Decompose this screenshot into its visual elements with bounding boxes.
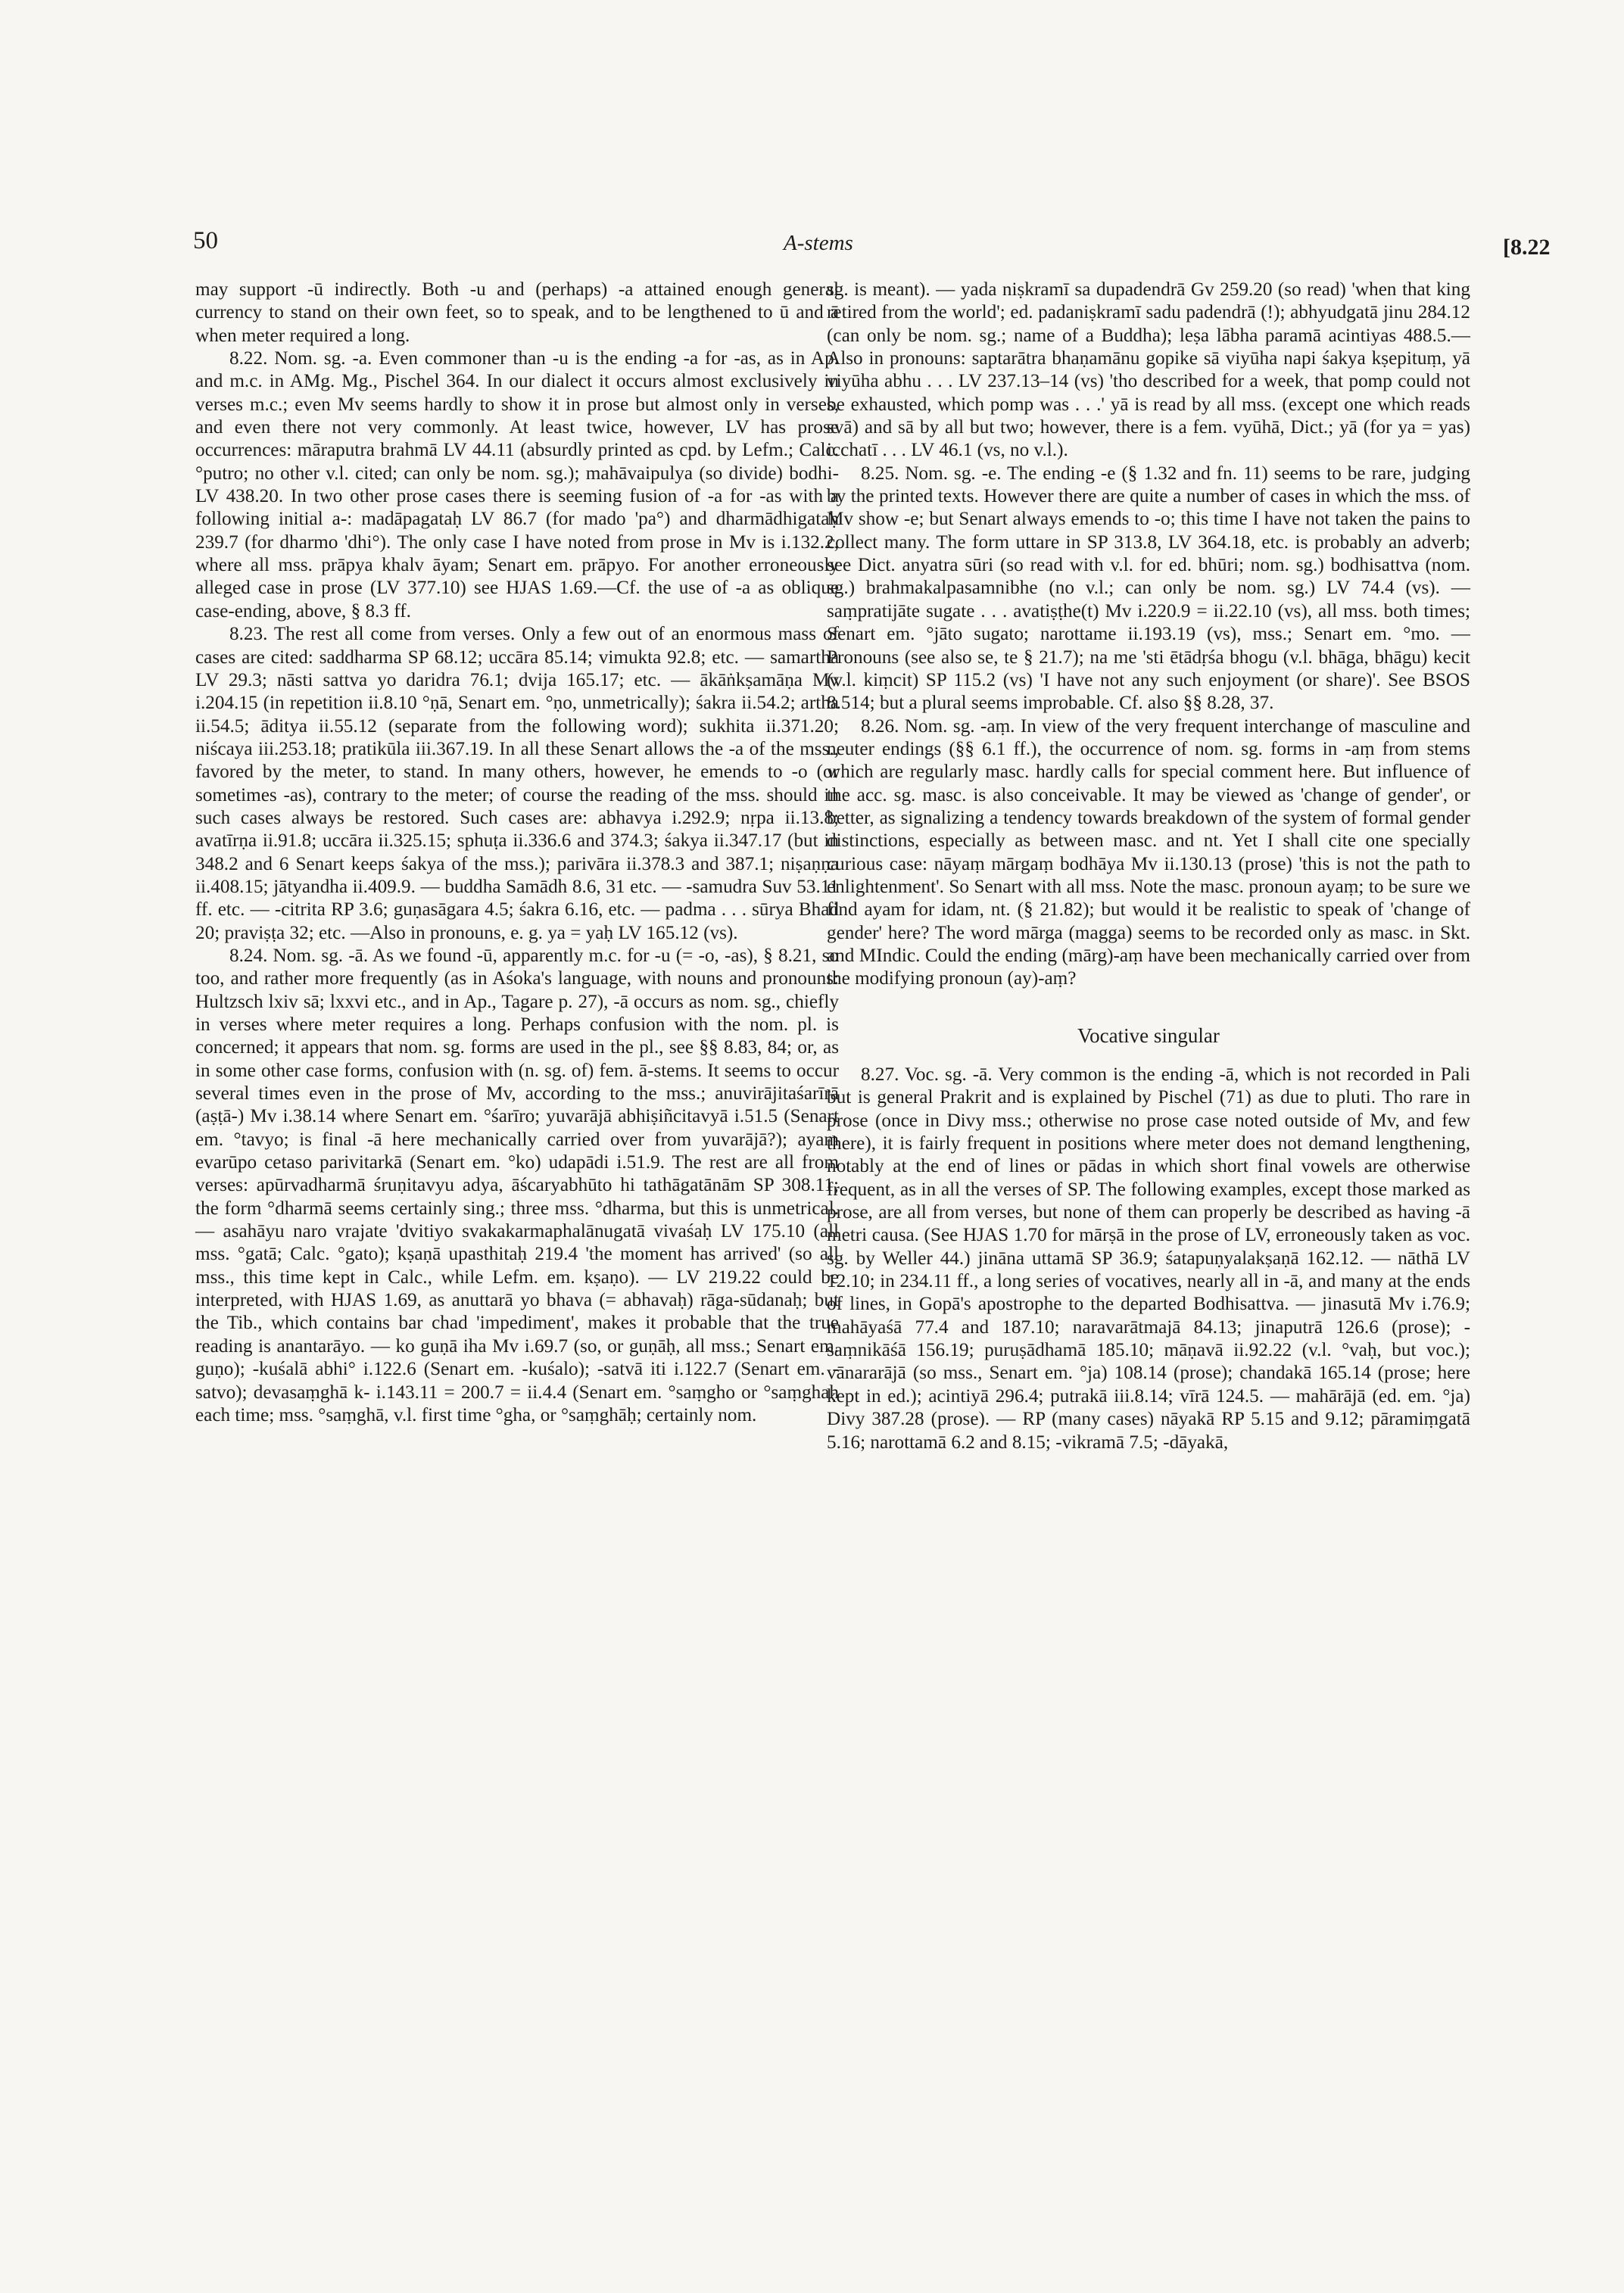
right-column [827, 279, 1470, 1454]
paragraph-8-24-continued: sg. is meant). — yada niṣkramī sa dupadendrā Gv 259.20 (so read) 'when that king retired from the world'; ed. padaniṣkramī sadu padendrā (!); abhyudgatā jinu 284.12 (can only be nom. sg.; name of a Buddha); leṣa lābha paramā acintiyas 488.5.—Also in pronouns: saptarātra bhaṇamānu gopike sā viyūha napi śakya kṣepituṃ, yā viyūha abhu . . . LV 237.13–14 (vs) 'tho described for a week, that pomp could not be exhausted, which pomp was . . .' yā is read by all mss. (except one which reads svā) and sā by all but two; however, there is a fem. vyūhā, Dict.; yā (for ya = yas) icchatī . . . LV 46.1 (vs, no v.l.). [827, 279, 1470, 461]
running-title: A-stems [784, 231, 853, 255]
page-number: 50 [193, 227, 218, 254]
section-reference: [8.22 [1503, 235, 1551, 260]
paragraph-8-25: 8.25. Nom. sg. -e. The ending -e (§ 1.32 and fn. 11) seems to be rare, judging by the printed texts. However there are quite a number of cases in which the mss. of Mv show -e; but Senart always emends to -o; this time I have not taken the pains to collect many. The form uttare in SP 313.8, LV 364.18, etc. is probably an adverb; see Dict. anyatra sūri (so read with v.l. for ed. bhūri; nom. sg.) bodhisattva (nom. sg.) brahmakalpasamnibhe (no v.l.; can only be nom. sg.) LV 74.4 (vs). — saṃpratijāte sugate . . . avatiṣṭhe(t) Mv i.220.9 = ii.22.10 (vs), all mss. both times; Senart em. °jāto sugato; narottame ii.193.19 (vs), mss.; Senart em. °mo. — Pronouns (see also se, te § 21.7); na me 'sti ētādṛśa bhogu (v.l. bhāga, bhāgu) kecit (v.l. kiṃcit) SP 115.2 (vs) 'I have not any such enjoyment (or share)'. See BSOS 8.514; but a plural seems improbable. Cf. also §§ 8.28, 37. [827, 463, 1470, 714]
paragraph-8-27: 8.27. Voc. sg. -ā. Very common is the ending -ā, which is not recorded in Pali but is general Prakrit and is explained by Pischel (71) as due to pluti. Tho rare in prose (once in Divy mss.; otherwise no prose case noted outside of Mv, and few there), it is fairly frequent in positions where meter does not demand lengthening, notably at the end of lines or pādas in which short final vowels are otherwise frequent, as in all the verses of SP. The following examples, except those marked as prose, are all from verses, but none of them can properly be described as having -ā metri causa. (See HJAS 1.70 for mārṣā in the prose of LV, erroneously taken as voc. sg. by Weller 44.) jināna uttamā SP 36.9; śatapuṇyalakṣaṇā 162.12. — nāthā LV 12.10; in 234.11 ff., a long series of vocatives, nearly all in -ā, and many at the ends of lines, in Gopā's apostrophe to the departed Bodhisattva. — jinasutā Mv i.76.9; mahāyaśā 77.4 and 187.10; naravarātmajā 84.13; jinaputrā 126.6 (prose); -saṃnikāśā 156.19; puruṣādhamā 185.10; māṇavā ii.92.22 (v.l. °vaḥ, but voc.); vānararājā (so mss., Senart em. °ja) 108.14 (prose); chandakā 165.14 (prose; here kept in ed.); acintiyā 296.4; putrakā iii.8.14; vīrā 124.5. — mahārājā (ed. em. °ja) Divy 387.28 (prose). — RP (many cases) nāyakā RP 5.15 and 9.12; pāramiṃgatā 5.16; narottamā 6.2 and 8.15; -vikramā 7.5; -dāyakā, [827, 1064, 1470, 1453]
paragraph-continuation: may support -ū indirectly. Both -u and (perhaps) -a attained enough general currency to stand on their own feet, so to speak, and to be lengthened to ū and ā when meter required a long. [195, 279, 839, 346]
paragraph-8-24: 8.24. Nom. sg. -ā. As we found -ū, apparently m.c. for -u (= -o, -as), § 8.21, so too, and rather more frequently (as in Aśoka's language, with nouns and pronouns: Hultzsch lxiv sā; lxxvi etc., and in Ap., Tagare p. 27), -ā occurs as nom. sg., chiefly in verses where meter requires a long. Perhaps confusion with the nom. pl. is concerned; it appears that nom. sg. forms are used in the pl., see §§ 8.83, 84; or, as in some other case forms, confusion with (n. sg. of) fem. ā-stems. It seems to occur several times even in the prose of Mv, according to the mss.; anuvirājitaśarīrā (aṣṭā-) Mv i.38.14 where Senart em. °śarīro; yuvarājā abhiṣiñcitavyā i.51.5 (Senart em. °tavyo; is final -ā here mechanically carried over from yuvarājā?); ayam evarūpo cetaso parivitarkā (Senart em. °ko) udapādi i.51.9. The rest are all from verses: apūrvadharmā śruṇitavyu adya, āścaryabhūto hi tathāgatānām SP 308.11; the form °dharmā seems certainly sing.; three mss. °dharma, but this is unmetrical. — asahāyu naro vrajate 'dvitiyo svakakarmaphalānugatā vivaśaḥ LV 175.10 (all mss. °gatā; Calc. °gato); kṣaṇā upasthitaḥ 219.4 'the moment has arrived' (so all mss., this time kept in Calc., while Lefm. em. kṣaṇo). — LV 219.22 could be interpreted, with HJAS 1.69, as anuttarā yo bhava (= abhavaḥ) rāga-sūdanaḥ; but the Tib., which contains bar chad 'impediment', makes it probable that the true reading is anantarāyo. — ko guṇā iha Mv i.69.7 (so, or guṇāḥ, all mss.; Senart em. guṇo); -kuśalā abhi° i.122.6 (Senart em. -kuśalo); -satvā iti i.122.7 (Senart em. -satvo); devasaṃghā k- i.143.11 = 200.7 = ii.4.4 (Senart em. °saṃgho or °saṃghaḥ each time; mss. °saṃghā, v.l. first time °gha, or °saṃghāḥ; certainly nom. [195, 945, 839, 1425]
paragraph-8-22: 8.22. Nom. sg. -a. Even commoner than -u is the ending -a for -as, as in Ap. and m.c. in AMg. Mg., Pischel 364. In our dialect it occurs almost exclusively in verses m.c.; even Mv seems hardly to show it in prose but almost only in verses, and even there not very commonly. At least twice, however, LV has prose occurrences: māraputra brahmā LV 44.11 (absurdly printed as cpd. by Lefm.; Calc. °putro; no other v.l. cited; can only be nom. sg.); mahāvaipulya (so divide) bodhi- LV 438.20. In two other prose cases there is seeming fusion of -a for -as with a following initial a-: madāpagataḥ LV 86.7 (for mado 'pa°) and dharmādhigataḥ 239.7 (for dharmo 'dhi°). The only case I have noted from prose in Mv is i.132.2, where all mss. prāpya khalv āyam; Senart em. prāpyo. For another erroneously alleged case in prose (LV 377.10) see HJAS 1.69.—Cf. the use of -a as oblique case-ending, above, § 8.3 ff. [195, 348, 839, 622]
paragraph-8-23: 8.23. The rest all come from verses. Only a few out of an enormous mass of cases are cited: saddharma SP 68.12; uccāra 85.14; vimukta 92.8; etc. — samartha LV 29.3; nāsti sattva yo daridra 76.1; dvija 165.17; etc. — ākāṅkṣamāṇa Mv i.204.15 (in repetition ii.8.10 °ṇā, Senart em. °ṇo, unmetrically); śakra ii.54.2; artha ii.54.5; āditya ii.55.12 (separate from the following word); sukhita ii.371.20; niścaya iii.253.18; pratikūla iii.367.19. In all these Senart allows the -a of the mss., favored by the meter, to stand. In many others, however, he emends to -o (or sometimes -as), contrary to the meter; of course the reading of the mss. should in such cases always be restored. Such cases are: abhavya i.292.9; nṛpa ii.13.8; avatīrṇa ii.91.8; uccāra ii.325.15; sphuṭa ii.336.6 and 374.3; śakya ii.347.17 (but in 348.2 and 6 Senart keeps śakya of the mss.); parivāra ii.378.3 and 387.1; niṣaṇṇa ii.408.15; jātyandha ii.409.9. — buddha Samādh 8.6, 31 etc. — -samudra Suv 53.11 ff. etc. — -citrita RP 3.6; guṇasāgara 4.5; śakra 6.16, etc. — padma . . . sūrya Bhad 20; praviṣṭa 32; etc. —Also in pronouns, e. g. ya = yaḥ LV 165.12 (vs). [195, 624, 839, 943]
left-column [195, 279, 839, 1427]
section-heading-vocative: Vocative singular [1077, 1023, 1220, 1047]
paragraph-8-26: 8.26. Nom. sg. -aṃ. In view of the very frequent interchange of masculine and neuter endings (§§ 6.1 ff.), the occurrence of nom. sg. forms in -aṃ from stems which are regularly masc. hardly calls for special comment here. But influence of the acc. sg. masc. is also conceivable. It may be viewed as 'change of gender', or better, as signalizing a tendency towards breakdown of the system of formal gender distinctions, especially as between masc. and nt. Yet I shall cite one specially curious case: nāyaṃ mārgaṃ bodhāya Mv ii.130.13 (prose) 'this is not the path to enlightenment'. So Senart with all mss. Note the masc. pronoun ayaṃ; to be sure we find ayam for idam, nt. (§ 21.82); but would it be realistic to speak of 'change of gender' here? The word mārga (magga) seems to be recorded only as masc. in Skt. and MIndic. Could the ending (mārg)-aṃ have been mechanically carried over from the modifying pronoun (ay)-aṃ? [827, 715, 1470, 989]
page-header [193, 227, 1624, 265]
